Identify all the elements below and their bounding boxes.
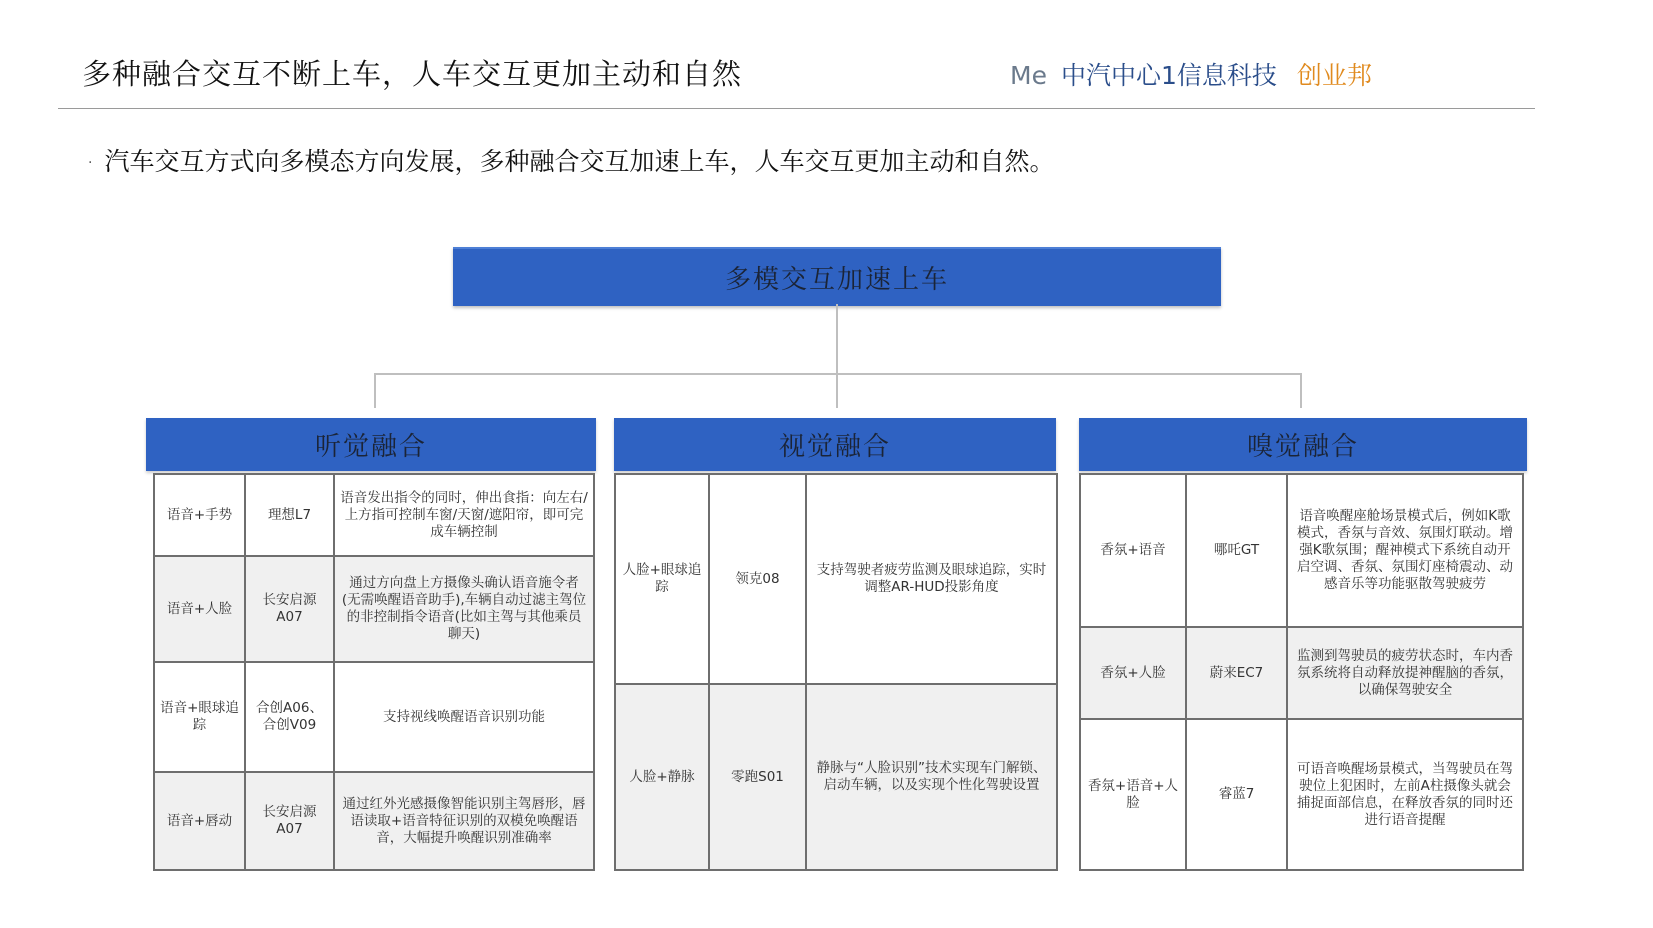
panel-olfactory [1079, 418, 1527, 828]
bullet-point [88, 142, 1054, 178]
cell-desc: 可语音唤醒场景模式，当驾驶员在驾驶位上犯困时，左前A柱摄像头就会捕捉面部信息，在释放香氛的同时还进行语音提醒 [1287, 719, 1523, 870]
connector-right [1300, 373, 1302, 408]
cell-mode: 人脸+静脉 [615, 684, 709, 870]
header-divider [58, 108, 1535, 109]
cell-model: 长安启源A07 [245, 556, 334, 662]
connector-left [374, 373, 376, 408]
bullet-dot-icon: · [88, 155, 93, 171]
cell-mode: 语音+眼球追踪 [154, 662, 245, 772]
bullet-text: 汽车交互方式向多模态方向发展，多种融合交互加速上车，人车交互更加主动和自然。 [104, 147, 1055, 176]
cell-desc: 语音唤醒座舱场景模式后，例如K歌模式，香氛与音效、氛围灯联动。增强K歌氛围；醒神模式下系统自动开启空调、香氛、氛围灯座椅震动、动感音乐等功能驱散驾驶疲劳 [1287, 474, 1523, 627]
page-title: 多种融合交互不断上车，人车交互更加主动和自然 [82, 57, 743, 91]
brand-me: Me [1010, 61, 1047, 90]
cell-desc: 静脉与“人脸识别”技术实现车门解锁、启动车辆，以及实现个性化驾驶设置 [806, 684, 1057, 870]
cell-desc: 通过方向盘上方摄像头确认语音施令者(无需唤醒语音助手),车辆自动过滤主驾位的非控制指令语音(比如主驾与其他乘员聊天) [334, 556, 594, 662]
cell-model: 理想L7 [245, 474, 334, 556]
cell-mode: 语音+手势 [154, 474, 245, 556]
cell-model: 睿蓝7 [1186, 719, 1287, 870]
cell-model: 蔚来EC7 [1186, 627, 1287, 719]
cell-desc: 监测到驾驶员的疲劳状态时，车内香氛系统将自动释放提神醒脑的香氛，以确保驾驶安全 [1287, 627, 1523, 719]
panel-title: 听觉融合 [146, 418, 596, 471]
cell-mode: 语音+人脸 [154, 556, 245, 662]
panel-title: 视觉融合 [614, 418, 1056, 471]
panel-table [1079, 473, 1524, 871]
panel-table [153, 473, 595, 871]
cell-mode: 香氛+语音+人脸 [1080, 719, 1186, 870]
brand-logo [1010, 56, 1372, 92]
cell-model: 哪吒GT [1186, 474, 1287, 627]
brand-org: 中汽中心1信息科技 [1060, 61, 1277, 90]
cell-desc: 语音发出指令的同时，伸出食指：向左右/上方指可控制车窗/天窗/遮阳帘，即可完成车辆控制 [334, 474, 594, 556]
cell-mode: 香氛+人脸 [1080, 627, 1186, 719]
cell-model: 领克08 [709, 474, 806, 684]
panel-title: 嗅觉融合 [1079, 418, 1527, 471]
cell-mode: 人脸+眼球追踪 [615, 474, 709, 684]
panel-table [614, 473, 1058, 871]
cell-desc: 支持视线唤醒语音识别功能 [334, 662, 594, 772]
cell-model: 合创A06、合创V09 [245, 662, 334, 772]
cell-desc: 支持驾驶者疲劳监测及眼球追踪，实时调整AR-HUD投影角度 [806, 474, 1057, 684]
cell-mode: 香氛+语音 [1080, 474, 1186, 627]
brand-bang: 创业邦 [1296, 61, 1372, 90]
cell-model: 长安启源A07 [245, 772, 334, 870]
cell-mode: 语音+唇动 [154, 772, 245, 870]
root-label: 多模交互加速上车 [724, 265, 949, 295]
root-node [453, 247, 1221, 306]
panel-auditory [146, 418, 596, 846]
panel-visual [614, 418, 1056, 793]
cell-desc: 通过红外光感摄像智能识别主驾唇形，唇语读取+语音特征识别的双模免唤醒语音，大幅提升唤醒识别准确率 [334, 772, 594, 870]
connector-vertical-root [836, 304, 838, 408]
connector-horizontal [374, 373, 1302, 375]
cell-model: 零跑S01 [709, 684, 806, 870]
